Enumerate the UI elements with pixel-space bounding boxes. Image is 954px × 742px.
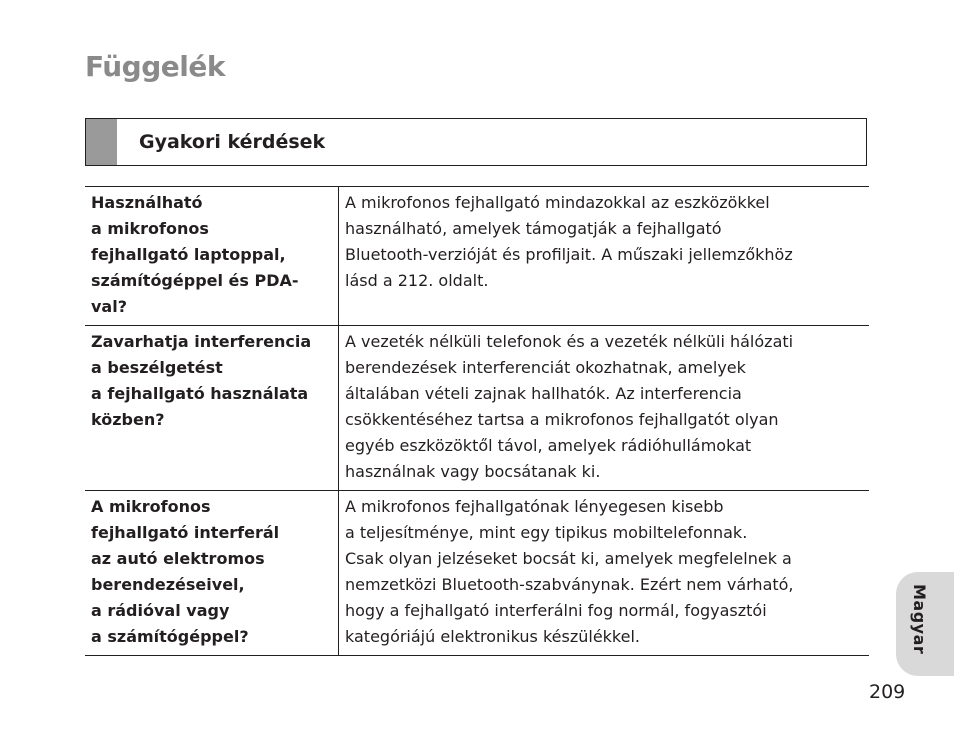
section-title: Gyakori kérdések: [139, 131, 326, 153]
language-tab: [896, 572, 954, 676]
faq-row: [85, 491, 869, 656]
faq-question: Zavarhatja interferencia a beszélgetést a fejhallgató használata közben?: [85, 326, 339, 491]
faq-answer: A mikrofonos fejhallgatónak lényegesen kisebb a teljesítménye, mint egy tipikus mobiltelefonnak. Csak olyan jelzéseket bocsát ki, amelyek megfelelnek a nemzetközi Bluetooth-szabványnak. Ezért nem várható, hogy a fejhallgató interferálni fog normál, fogyasztói kategóriájú elektronikus készülékkel.: [339, 491, 870, 656]
faq-table: [85, 186, 869, 656]
faq-row: [85, 187, 869, 326]
faq-question: Használható a mikrofonos fejhallgató laptoppal, számítógéppel és PDA- val?: [85, 187, 339, 326]
page-number: 209: [869, 681, 906, 703]
section-header-bar: [86, 119, 117, 165]
faq-row: [85, 326, 869, 491]
page-title: Függelék: [85, 50, 225, 83]
section-header: [85, 118, 867, 166]
faq-answer: A mikrofonos fejhallgató mindazokkal az eszközökkel használható, amelyek támogatják a fejhallgató Bluetooth-verzióját és profiljait. A műszaki jellemzőkhöz lásd a 212. oldalt.: [345, 193, 793, 290]
faq-question: A mikrofonos fejhallgató interferál az autó elektromos berendezéseivel, a rádióval vagy a számítógéppel?: [85, 491, 339, 656]
faq-answer: A vezeték nélküli telefonok és a vezeték nélküli hálózati berendezések interferenciát okozhatnak, amelyek általában vételi zajnak hallhatók. Az interferencia csökkentéséhez tartsa a mikrofonos fejhallgatót olyan egyéb eszközöktől távol, amelyek rádióhullámokat használnak vagy bocsátanak ki.: [339, 326, 870, 491]
language-tab-label: Magyar: [910, 584, 929, 655]
